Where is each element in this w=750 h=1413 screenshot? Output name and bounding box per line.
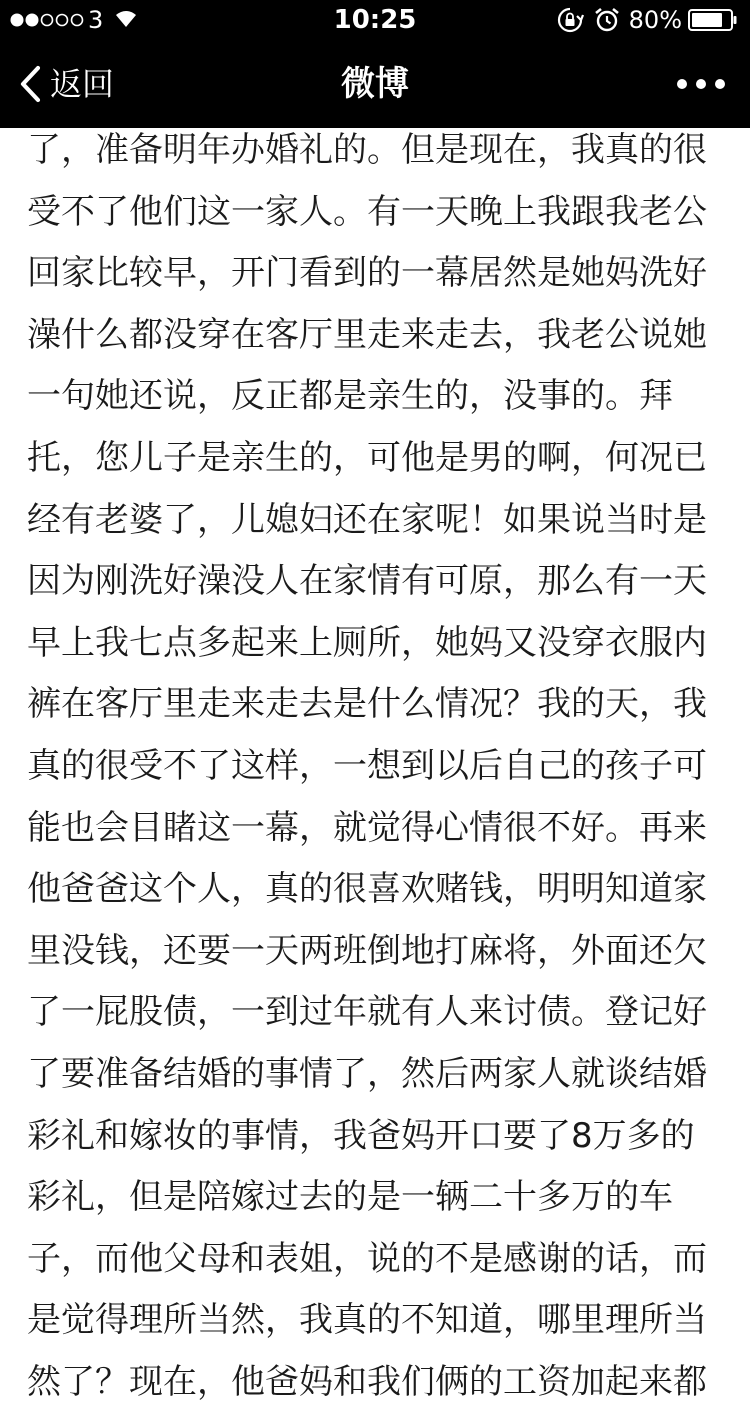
alarm-icon — [593, 7, 621, 33]
article-line: 一句她还说，反正都是亲生的，没事的。拜 — [27, 376, 673, 417]
chevron-left-icon — [18, 65, 42, 103]
back-button[interactable] — [18, 62, 114, 106]
article-line: 托，您儿子是亲生的，可他是男的啊，何况已 — [27, 437, 707, 478]
article-line: 因为刚洗好澡没人在家情有可原，那么有一天 — [27, 561, 707, 602]
status-right-group — [557, 6, 738, 34]
article-line: 子，而他父母和表姐，说的不是感谢的话，而 — [27, 1238, 707, 1279]
status-bar — [0, 0, 750, 40]
article-line: 回家比较早，开门看到的一幕居然是她妈洗好 — [27, 253, 707, 294]
battery-percent: 80% — [628, 6, 682, 34]
article-line: 了要准备结婚的事情了，然后两家人就谈结婚 — [27, 1053, 707, 1094]
back-label: 返回 — [50, 65, 115, 103]
battery-icon — [688, 9, 738, 31]
article-line: 早上我七点多起来上厕所，她妈又没穿衣服内 — [27, 622, 707, 663]
article-line: 然了？现在，他爸妈和我们俩的工资加起来都 — [27, 1361, 707, 1402]
article-line: 他爸爸这个人，真的很喜欢赌钱，明明知道家 — [27, 869, 707, 910]
article-line: 裤在客厅里走来走去是什么情况？我的天，我 — [27, 684, 707, 725]
article-line: 能也会目睹这一幕，就觉得心情很不好。再来 — [27, 807, 707, 848]
article-line: 真的很受不了这样，一想到以后自己的孩子可 — [27, 745, 707, 786]
article-line: 受不了他们这一家人。有一天晚上我跟我老公 — [27, 191, 707, 232]
carrier-label: 3 — [88, 6, 104, 34]
article-body — [27, 120, 725, 1413]
navigation-bar — [0, 40, 750, 128]
article-line: 彩礼和嫁妆的事情，我爸妈开口要了8万多的 — [27, 1115, 695, 1156]
article-line: 了，准备明年办婚礼的。但是现在，我真的很 — [27, 130, 707, 170]
app-header — [0, 0, 750, 128]
article-line: 是觉得理所当然，我真的不知道，哪里理所当 — [27, 1300, 707, 1341]
article-scroll-area[interactable] — [0, 128, 750, 1402]
more-icon[interactable] — [676, 62, 726, 106]
rotation-lock-icon — [557, 7, 583, 33]
status-time: 10:25 — [333, 5, 417, 35]
article-line: 彩礼，但是陪嫁过去的是一辆二十多万的车 — [27, 1177, 673, 1218]
article-line: 里没钱，还要一天两班倒地打麻将，外面还欠 — [27, 930, 707, 971]
page-title: 微博 — [341, 64, 409, 104]
article-line: 了一屁股债，一到过年就有人来讨债。登记好 — [27, 992, 707, 1033]
article-line: 经有老婆了，儿媳妇还在家呢！如果说当时是 — [27, 499, 707, 540]
article-line: 澡什么都没穿在客厅里走来走去，我老公说她 — [27, 314, 707, 355]
